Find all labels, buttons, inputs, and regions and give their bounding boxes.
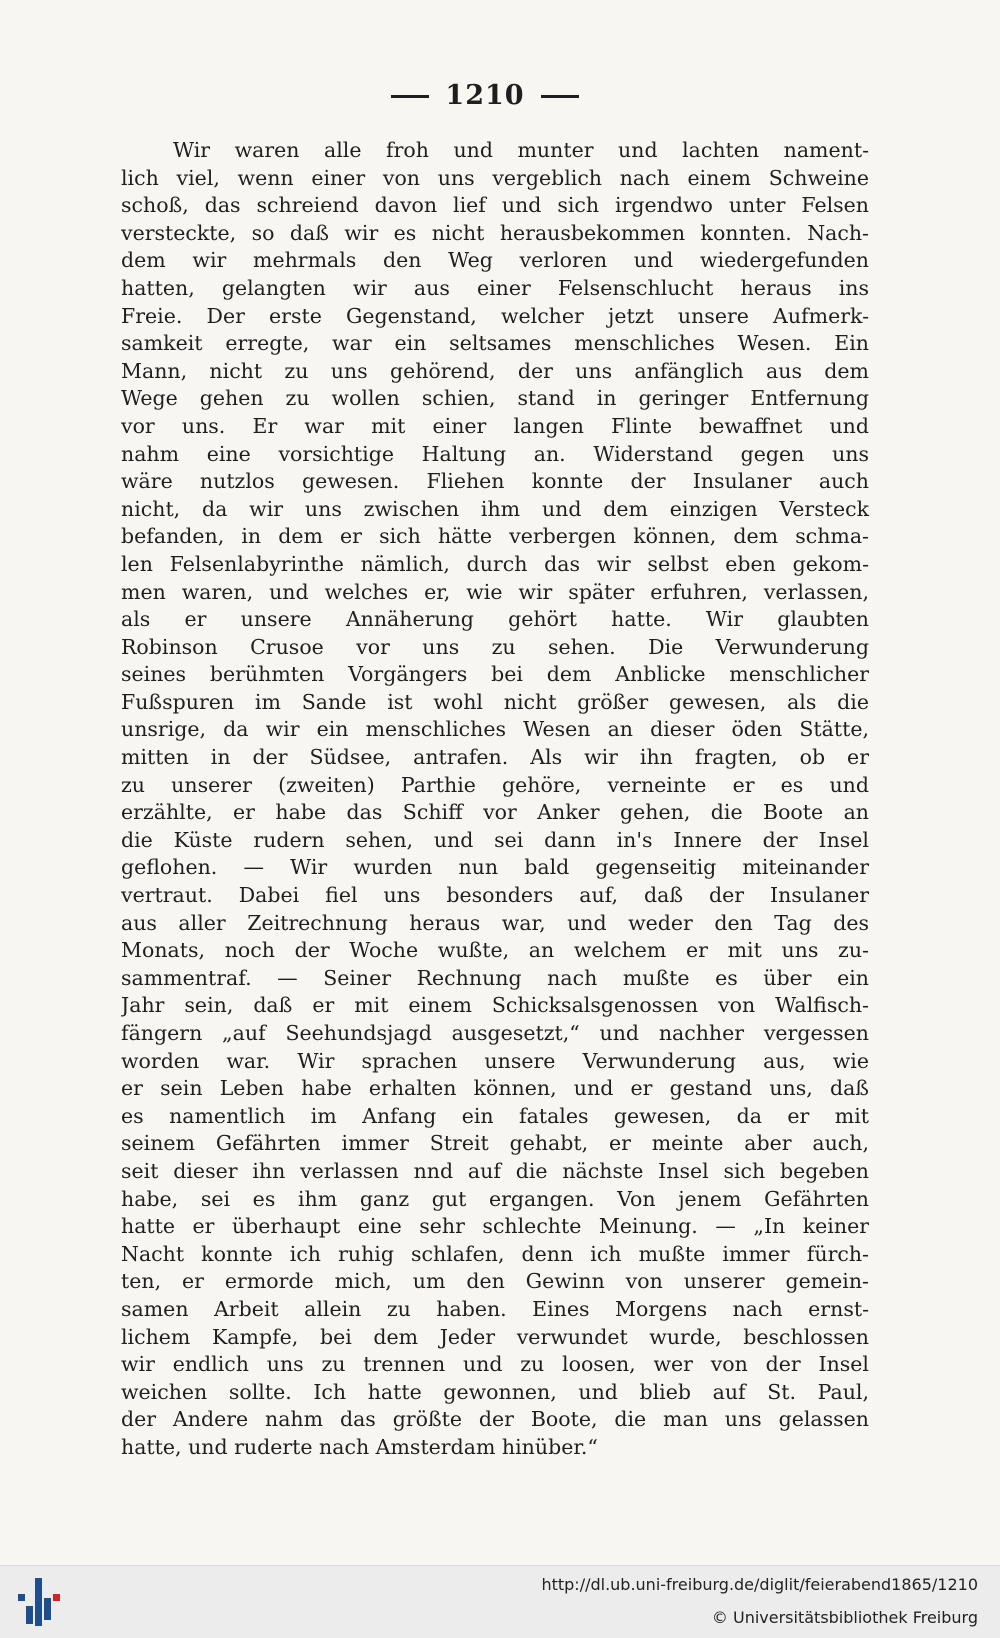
text-line: vor uns. Er war mit einer langen Flinte bewaffnet und [121,413,869,438]
text-line: seines berühmten Vorgängers bei dem Anblicke menschlicher [121,662,869,687]
text-line: Wir waren alle froh und munter und lachten nament- [173,138,869,162]
text-line: mitten in der Südsee, antrafen. Als wir ihn fragten, ob er [121,745,869,770]
text-line: als er unsere Annäherung gehört hatte. Wir glaubten [121,607,869,632]
text-line: Robinson Crusoe vor uns zu sehen. Die Verwunderung [121,634,869,659]
text-line: Monats, noch der Woche wußte, an welchem er mit uns zu- [121,938,869,963]
text-line: seinem Gefährten immer Streit gehabt, er meinte aber auch, [121,1131,869,1156]
text-line: ten, er ermorde mich, um den Gewinn von unserer gemein- [121,1269,869,1294]
text-line: Wege gehen zu wollen schien, stand in geringer Entfernung [121,386,869,411]
text-line: vertraut. Dabei fiel uns besonders auf, daß der Insulaner [121,883,869,908]
text-line: Jahr sein, daß er mit einem Schicksalsgenossen von Walfisch- [121,993,869,1018]
text-line: die Küste rudern sehen, und sei dann in's Innere der Insel [121,827,869,852]
text-line: der Andere nahm das größte der Boote, die man uns gelassen [121,1407,869,1432]
text-line: erzählte, er habe das Schiff vor Anker gehen, die Boote an [121,800,869,825]
page-number [0,80,970,111]
text-line: samkeit erregte, war ein seltsames menschliches Wesen. Ein [121,331,869,356]
text-line: len Felsenlabyrinthe nämlich, durch das wir selbst eben gekom- [121,551,869,576]
text-line: samen Arbeit allein zu haben. Eines Morgens nach ernst- [121,1296,869,1321]
page-number-dash-right [541,95,579,98]
text-line: weichen sollte. Ich hatte gewonnen, und blieb auf St. Paul, [121,1379,869,1404]
ub-freiburg-logo-icon [14,1576,64,1628]
text-line: sammentraf. — Seiner Rechnung nach mußte es über ein [121,965,869,990]
text-line: worden war. Wir sprachen unsere Verwunderung aus, wie [121,1048,869,1073]
copyright-notice: © Universitätsbibliothek Freiburg [711,1608,978,1627]
text-line: nicht, da wir uns zwischen ihm und dem einzigen Versteck [121,496,869,521]
text-line: hatte, und ruderte nach Amsterdam hinüber.“ [121,1434,598,1459]
text-line: Freie. Der erste Gegenstand, welcher jetzt unsere Aufmerk- [121,303,869,328]
text-line: Mann, nicht zu uns gehörend, der uns anfänglich aus dem [121,358,869,383]
permalink-url[interactable]: http://dl.ub.uni-freiburg.de/diglit/feierabend1865/1210 [541,1575,978,1594]
text-line: zu unserer (zweiten) Parthie gehöre, verneinte er es und [121,772,869,797]
text-line: nahm eine vorsichtige Haltung an. Widerstand gegen uns [121,441,869,466]
body-text [121,137,869,1482]
text-line: seit dieser ihn verlassen nnd auf die nächste Insel sich begeben [121,1158,869,1183]
text-line: hatte er überhaupt eine sehr schlechte Meinung. — „In keiner [121,1214,869,1239]
text-line: befanden, in dem er sich hätte verbergen können, dem schma- [121,524,869,549]
text-line: geflohen. — Wir wurden nun bald gegenseitig miteinander [121,855,869,880]
text-line: fängern „auf Seehundsjagd ausgesetzt,“ und nachher vergessen [121,1021,869,1045]
footer [0,1565,1000,1638]
text-line: habe, sei es ihm ganz gut ergangen. Von jenem Gefährten [121,1186,869,1211]
page-number-value: 1210 [445,80,525,111]
text-line: unsrige, da wir ein menschliches Wesen an dieser öden Stätte, [121,717,869,742]
text-line: lich viel, wenn einer von uns vergeblich nach einem Schweine [121,165,869,190]
text-line: dem wir mehrmals den Weg verloren und wiedergefunden [121,248,869,273]
text-line: Fußspuren im Sande ist wohl nicht größer gewesen, als die [121,689,869,714]
text-line: lichem Kampfe, bei dem Jeder verwundet wurde, beschlossen [121,1324,869,1349]
text-line: es namentlich im Anfang ein fatales gewesen, da er mit [121,1103,869,1128]
text-line: hatten, gelangten wir aus einer Felsenschlucht heraus ins [121,275,869,300]
text-line: aus aller Zeitrechnung heraus war, und weder den Tag des [121,910,869,935]
text-line: schoß, das schreiend davon lief und sich irgendwo unter Felsen [121,193,869,218]
text-line: versteckte, so daß wir es nicht herausbekommen konnten. Nach- [121,220,869,245]
text-line: er sein Leben habe erhalten können, und er gestand uns, daß [121,1076,869,1101]
text-line: men waren, und welches er, wie wir später erfuhren, verlassen, [121,579,869,604]
page-number-dash-left [391,95,429,98]
text-line: Nacht konnte ich ruhig schlafen, denn ich mußte immer fürch- [121,1241,869,1266]
text-line: wäre nutzlos gewesen. Fliehen konnte der Insulaner auch [121,469,869,494]
text-line: wir endlich uns zu trennen und zu loosen, wer von der Insel [121,1352,869,1377]
